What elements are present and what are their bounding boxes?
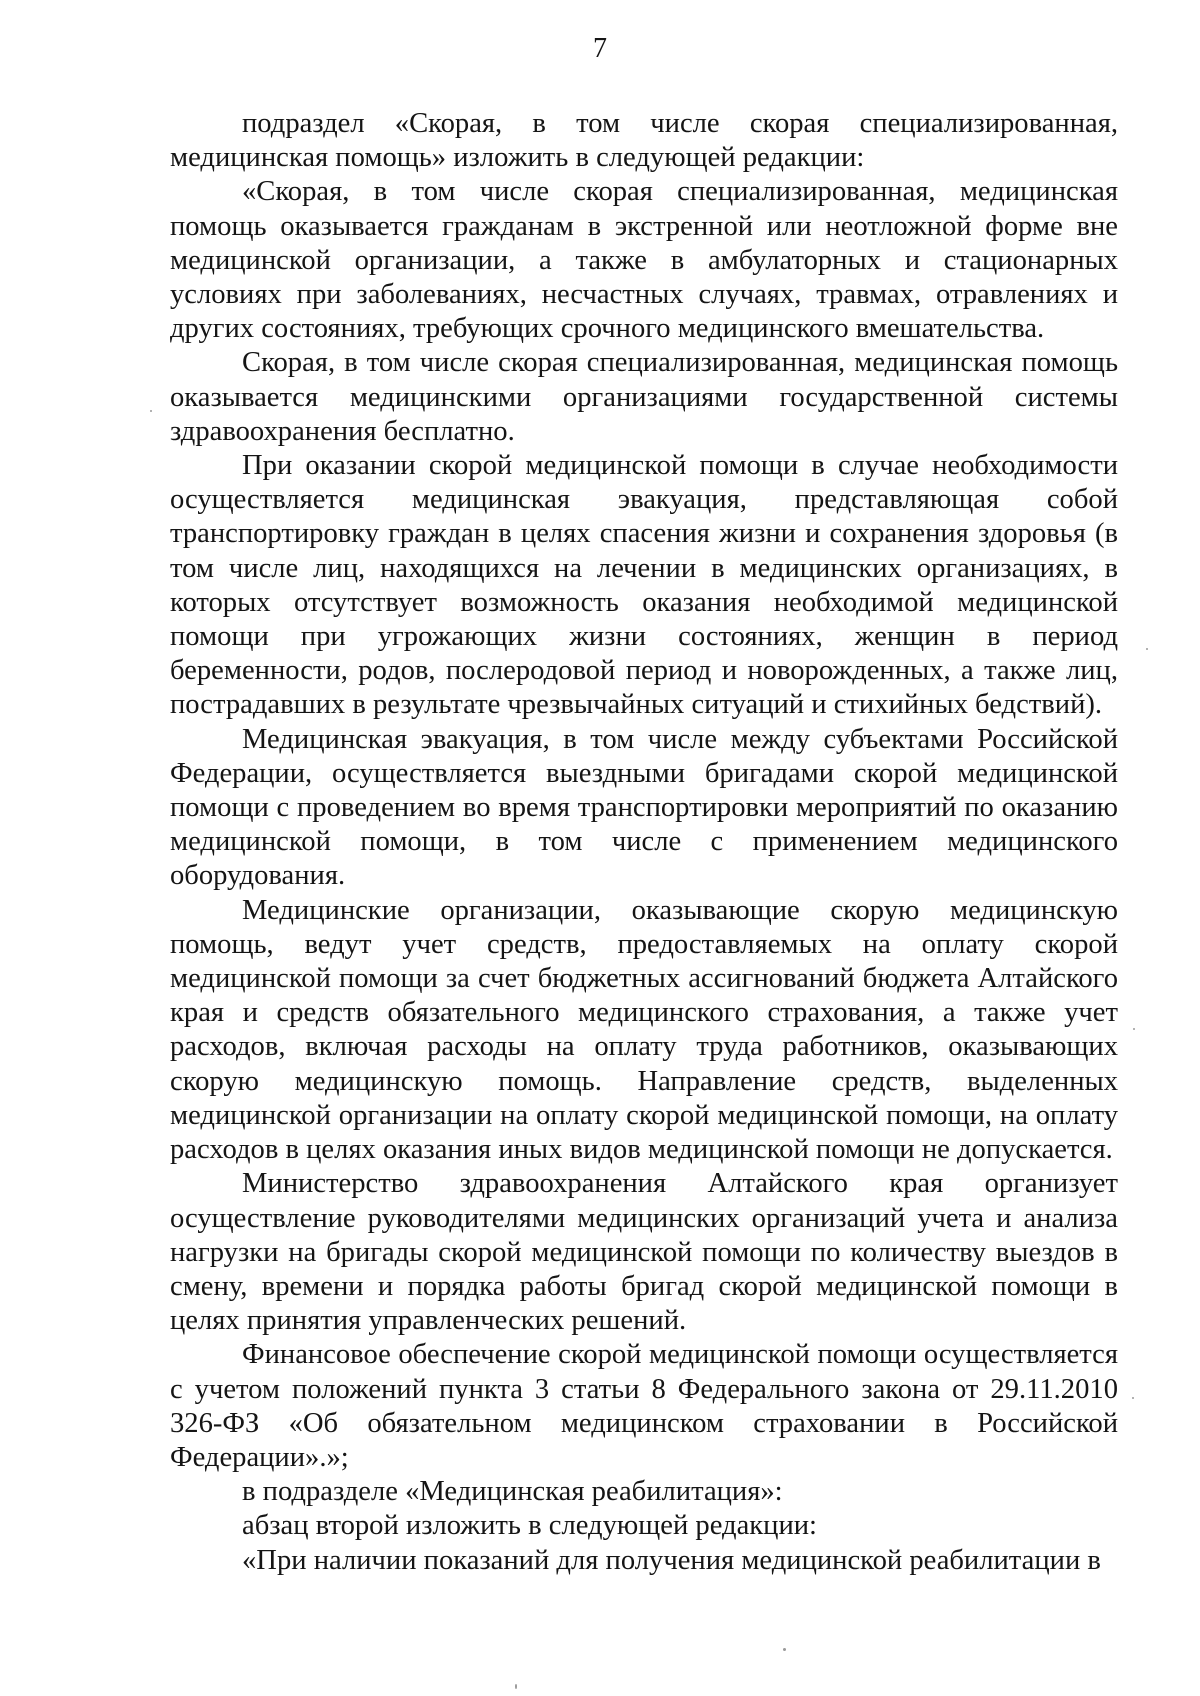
paragraph-financing: Финансовое обеспечение скорой медицинской помощи осуществляется с учетом положений пункта 3 статьи 8 Федерального закона от 29.11.2010 326-ФЗ «Об обязательном медицинском страховании в Российской Федерации».»; (170, 1339, 1118, 1473)
scan-speck (783, 1648, 786, 1651)
scan-speck (515, 1684, 517, 1689)
paragraph-subsection-heading: подраздел «Скорая, в том числе скорая специализированная, медицинская помощь» изложить в следующей редакции: (170, 108, 1118, 174)
paragraph-rehabilitation-start: «При наличии показаний для получения медицинской реабилитации в (242, 1544, 1101, 1576)
paragraph-rehabilitation-subsection: в подразделе «Медицинская реабилитация»: (242, 1476, 783, 1508)
scan-speck (150, 410, 152, 412)
paragraph-evacuation-between-regions: Медицинская эвакуация, в том числе между субъектами Российской Федерации, осуществляется выездными бригадами скорой медицинской помощи с проведением во время транспортировки мероприятий по оказанию медицинской помощи, в том числе с применением медицинского оборудования. (170, 723, 1118, 892)
paragraph-medical-evacuation: При оказании скорой медицинской помощи в случае необходимости осуществляется медицинская эвакуация, представляющая собой транспортировку граждан в целях спасения жизни и сохранения здоровья (в том числе лиц, находящихся на лечении в медицинских организациях, в которых отсутствует возможность оказания необходимой медицинской помощи при угрожающих жизни состояниях, женщин в период беременности, родов, послеродовой период и новорожденных, а также лиц, пострадавших в результате чрезвычайных ситуаций и стихийных бедствий). (170, 450, 1118, 721)
paragraph-accounting-of-funds: Медицинские организации, оказывающие скорую медицинскую помощь, ведут учет средств, предоставляемых на оплату скорой медицинской помощи за счет бюджетных ассигнований бюджета Алтайского края и средств обязательного медицинского страхования, а также учет расходов, включая расходы на оплату труда работников, оказывающих скорую медицинскую помощь. Направление средств, выделенных медицинской организации на оплату скорой медицинской помощи, на оплату расходов в целях оказания иных видов медицинской помощи не допускается. (170, 894, 1118, 1166)
page-number: 7 (593, 33, 607, 64)
scan-speck (1132, 1397, 1134, 1399)
scan-speck (1146, 648, 1148, 650)
scan-speck (1133, 1028, 1135, 1030)
document-body (170, 107, 1118, 1578)
paragraph-free-of-charge: Скорая, в том числе скорая специализированная, медицинская помощь оказывается медицинскими организациями государственной системы здравоохранения бесплатно. (170, 347, 1118, 447)
paragraph-ministry-analysis: Министерство здравоохранения Алтайского края организует осуществление руководителями медицинских организаций учета и анализа нагрузки на бригады скорой медицинской помощи по количеству выездов в смену, времени и порядка работы бригад скорой медицинской помощи в целях принятия управленческих решений. (170, 1168, 1118, 1337)
paragraph-second-abzac: абзац второй изложить в следующей редакции: (242, 1510, 818, 1542)
paragraph-emergency-care-definition: «Скорая, в том числе скорая специализированная, медицинская помощь оказывается гражданам в экстренной или неотложной форме вне медицинской организации, а также в амбулаторных и стационарных условиях при заболеваниях, несчастных случаях, травмах, отравлениях и других состояниях, требующих срочного медицинского вмешательства. (170, 176, 1118, 345)
